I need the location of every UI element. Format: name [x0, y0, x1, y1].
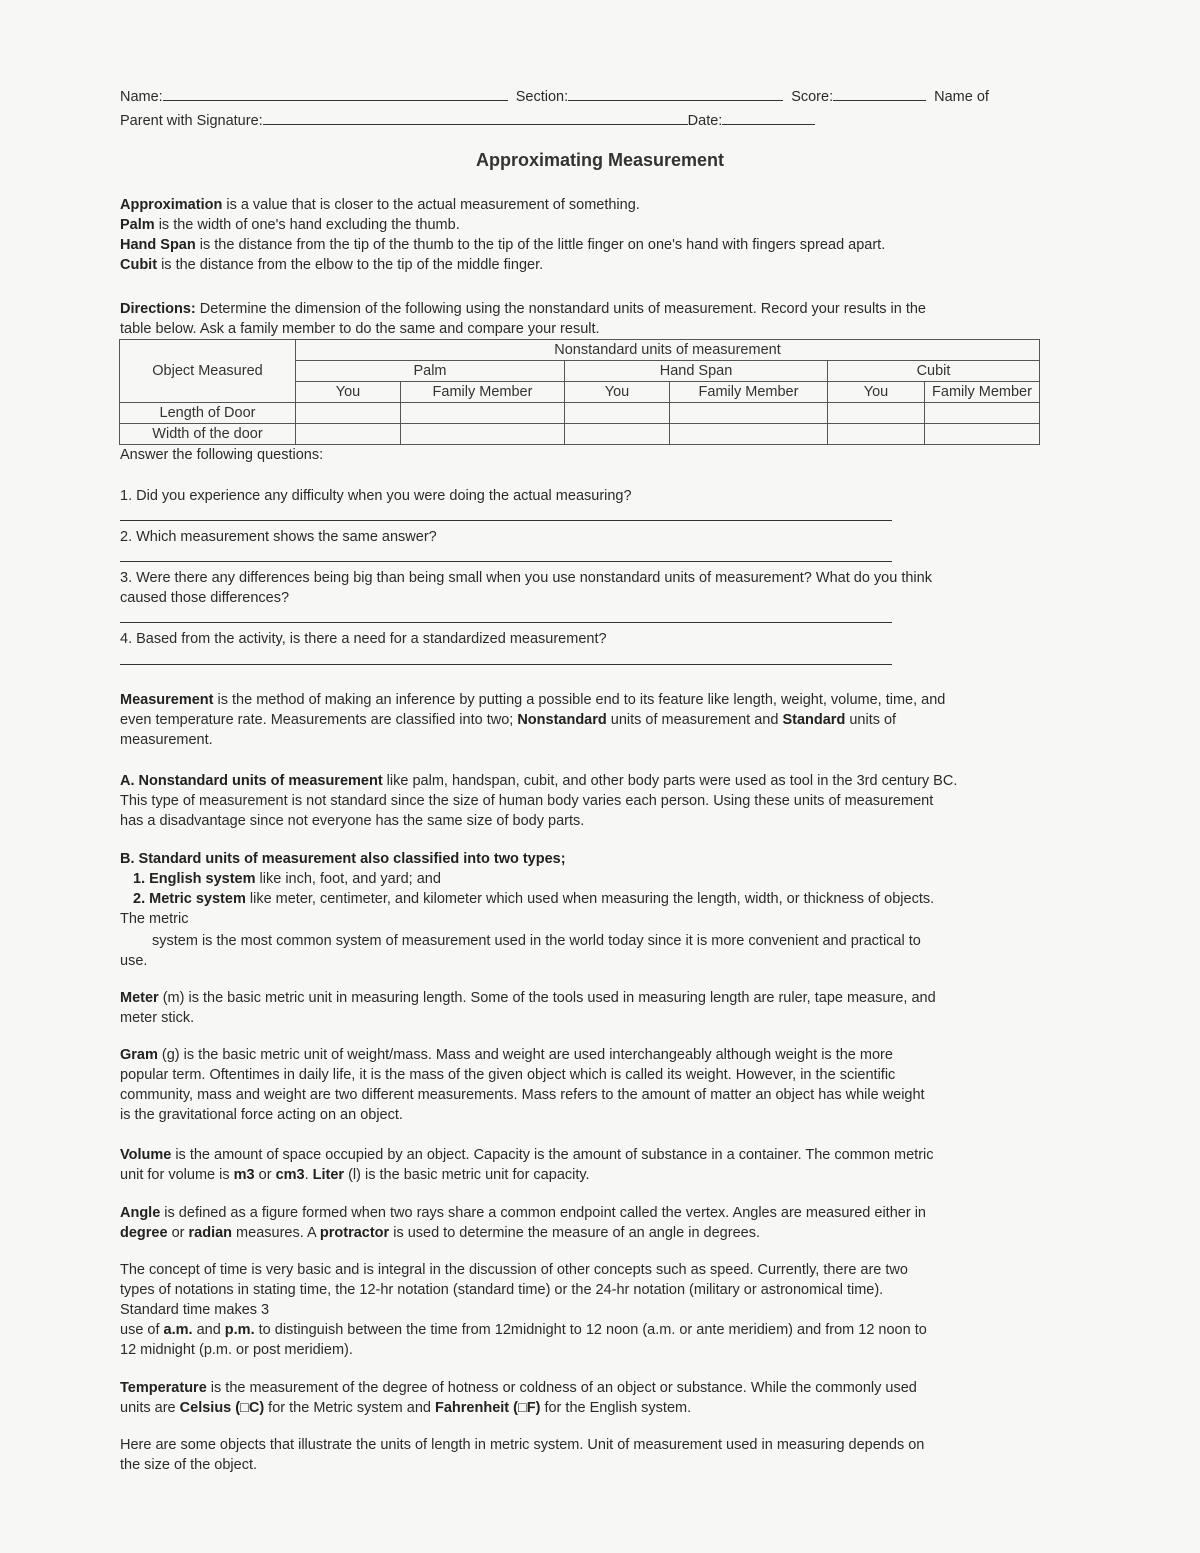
text: is defined as a figure formed when two rays share a common endpoint called the vertex. Angles are measured either in — [160, 1205, 926, 1221]
text: community, mass and weight are two different measurements. Mass refers to the amount of matter an object has while weight — [120, 1087, 925, 1103]
table-cell-input[interactable] — [670, 403, 828, 424]
date-field[interactable] — [722, 110, 815, 125]
definition-text: is the distance from the elbow to the tip of the middle finger. — [157, 257, 544, 273]
definition-cubit — [120, 255, 1060, 275]
row-label: Length of Door — [120, 403, 296, 424]
directions — [120, 299, 1060, 339]
text: 12 midnight (p.m. or post meridiem). — [120, 1342, 353, 1358]
cubit-header: Cubit — [828, 361, 1040, 382]
term: 2. Metric system — [133, 891, 246, 907]
meter-paragraph — [120, 988, 1060, 1028]
table-cell-input[interactable] — [925, 424, 1040, 445]
term: Fahrenheit (□F) — [435, 1400, 541, 1416]
text: to distinguish between the time from 12midnight to 12 noon (a.m. or ante meridiem) and from 12 noon to — [254, 1322, 927, 1338]
text: and — [192, 1322, 225, 1338]
you-header: You — [296, 382, 401, 403]
section-label: Section: — [515, 89, 569, 105]
text: The metric — [120, 911, 189, 927]
text: popular term. Oftentimes in daily life, it is the mass of the given object which is called its weight. However, in the scientific — [120, 1067, 896, 1083]
table-row — [120, 424, 1040, 445]
text: even temperature rate. Measurements are classified into two; — [120, 712, 518, 728]
table-cell-input[interactable] — [296, 403, 401, 424]
text: like meter, centimeter, and kilometer which used when measuring the length, width, or thickness of objects. — [245, 891, 935, 907]
text: or — [254, 1167, 276, 1183]
text: for the Metric system and — [264, 1400, 435, 1416]
palm-header: Palm — [296, 361, 565, 382]
text: system is the most common system of measurement used in the world today since it is more convenient and practical to — [152, 933, 921, 949]
text: (g) is the basic metric unit of weight/mass. Mass and weight are used interchangeably although weight is the more — [157, 1047, 893, 1063]
volume-paragraph — [120, 1145, 1060, 1185]
term: Approximation — [120, 197, 223, 213]
text: (l) is the basic metric unit for capacity. — [344, 1167, 590, 1183]
measurement-paragraph — [120, 690, 1060, 750]
term: Cubit — [120, 257, 158, 273]
answer-line-3[interactable] — [120, 622, 892, 623]
term: Angle — [120, 1205, 161, 1221]
question-1: 1. Did you experience any difficulty when you were doing the actual measuring? — [120, 488, 632, 504]
question-4: 4. Based from the activity, is there a need for a standardized measurement? — [120, 631, 607, 647]
gram-paragraph — [120, 1045, 1060, 1125]
table-cell-input[interactable] — [670, 424, 828, 445]
family-member-header: Family Member — [925, 382, 1040, 403]
term: 1. English system — [133, 871, 256, 887]
term: Meter — [120, 990, 159, 1006]
question-2: 2. Which measurement shows the same answer? — [120, 529, 437, 545]
text: units of measurement and — [606, 712, 783, 728]
text: use. — [120, 953, 148, 969]
section-b — [120, 849, 1060, 971]
text: units are — [120, 1400, 180, 1416]
time-paragraph — [120, 1260, 1060, 1360]
object-measured-header: Object Measured — [120, 340, 296, 403]
text: units of — [845, 712, 897, 728]
term: Liter — [312, 1167, 345, 1183]
text: This type of measurement is not standard since the size of human body varies each person. Using these units of measurement — [120, 793, 934, 809]
term: radian — [188, 1225, 233, 1241]
table-cell-input[interactable] — [925, 403, 1040, 424]
text: (m) is the basic metric unit in measuring length. Some of the tools used in measuring length are ruler, tape measure, and — [158, 990, 936, 1006]
definition-text: is the distance from the tip of the thumb to the tip of the little finger on one's hand with fingers spread apart. — [195, 237, 886, 253]
nonstandard-units-header: Nonstandard units of measurement — [296, 340, 1040, 361]
definition-text: is the width of one's hand excluding the thumb. — [154, 217, 460, 233]
hand-span-header: Hand Span — [565, 361, 828, 382]
temperature-paragraph — [120, 1378, 1060, 1418]
term: a.m. — [163, 1322, 193, 1338]
directions-text: Determine the dimension of the following using the nonstandard units of measurement. Record your results in the — [195, 301, 926, 317]
term: m3 — [233, 1167, 255, 1183]
section-a — [120, 771, 1060, 831]
text: like palm, handspan, cubit, and other body parts were used as tool in the 3rd century BC. — [382, 773, 958, 789]
answer-line-1[interactable] — [120, 520, 892, 521]
term: A. Nonstandard units of measurement — [120, 773, 383, 789]
table-cell-input[interactable] — [565, 424, 670, 445]
text: like inch, foot, and yard; and — [255, 871, 441, 887]
text: Here are some objects that illustrate the units of length in metric system. Unit of measurement used in measuring depends on — [120, 1437, 925, 1453]
definition-palm — [120, 215, 1060, 235]
date-label: Date: — [687, 113, 723, 129]
you-header: You — [565, 382, 670, 403]
definitions — [120, 195, 1060, 275]
you-header: You — [828, 382, 925, 403]
text: unit for volume is — [120, 1167, 234, 1183]
term: degree — [120, 1225, 168, 1241]
definition-text: is a value that is closer to the actual measurement of something. — [222, 197, 640, 213]
closing-paragraph — [120, 1435, 1060, 1475]
header-line-2 — [120, 110, 815, 131]
text: has a disadvantage since not everyone has the same size of body parts. — [120, 813, 585, 829]
term: Volume — [120, 1147, 172, 1163]
term: cm3 — [275, 1167, 305, 1183]
text: types of notations in stating time, the 12-hr notation (standard time) or the 24-hr notation (military or astronomical time). — [120, 1282, 884, 1298]
text: meter stick. — [120, 1010, 195, 1026]
text: The concept of time is very basic and is integral in the discussion of other concepts such as speed. Currently, there are two — [120, 1262, 908, 1278]
name-label: Name: — [120, 89, 163, 105]
family-member-header: Family Member — [670, 382, 828, 403]
table-cell-input[interactable] — [565, 403, 670, 424]
row-label: Width of the door — [120, 424, 296, 445]
question-3-cont: caused those differences? — [120, 590, 290, 606]
term: Gram — [120, 1047, 158, 1063]
text: is used to determine the measure of an angle in degrees. — [389, 1225, 760, 1241]
term: Palm — [120, 217, 155, 233]
text: Standard time makes 3 — [120, 1302, 270, 1318]
term: p.m. — [224, 1322, 255, 1338]
table-cell-input[interactable] — [828, 424, 925, 445]
answer-line-4[interactable] — [120, 664, 892, 665]
term: protractor — [319, 1225, 390, 1241]
text: is the gravitational force acting on an object. — [120, 1107, 403, 1123]
term: Nonstandard — [517, 712, 607, 728]
text: is the method of making an inference by putting a possible end to its feature like length, weight, volume, time, and — [213, 692, 946, 708]
heading: B. Standard units of measurement also classified into two types; — [120, 851, 566, 867]
table-cell-input[interactable] — [828, 403, 925, 424]
text: use of — [120, 1322, 164, 1338]
family-member-header: Family Member — [401, 382, 565, 403]
header-line-1 — [120, 86, 989, 107]
text: for the English system. — [540, 1400, 692, 1416]
table-cell-input[interactable] — [401, 403, 565, 424]
name-field[interactable] — [163, 86, 508, 101]
page-title: Approximating Measurement — [475, 150, 725, 170]
question-3: 3. Were there any differences being big than being small when you use nonstandard units of measurement? What do you think — [120, 570, 932, 586]
directions-text-2: table below. Ask a family member to do the same and compare your result. — [120, 321, 600, 337]
text: is the measurement of the degree of hotness or coldness of an object or substance. While the commonly used — [206, 1380, 917, 1396]
term: Standard — [782, 712, 846, 728]
term: Measurement — [120, 692, 214, 708]
text: the size of the object. — [120, 1457, 258, 1473]
text: measures. A — [232, 1225, 320, 1241]
term: Hand Span — [120, 237, 196, 253]
directions-label: Directions: — [120, 301, 196, 317]
parent-signature-label: Parent with Signature: — [120, 113, 263, 129]
definition-hand-span — [120, 235, 1060, 255]
text: . — [304, 1167, 313, 1183]
text: or — [167, 1225, 189, 1241]
text: is the amount of space occupied by an object. Capacity is the amount of substance in a container. The common metric — [171, 1147, 934, 1163]
section-field[interactable] — [568, 86, 783, 101]
table-row — [120, 403, 1040, 424]
measurement-table — [119, 339, 1040, 445]
answer-prompt: Answer the following questions: — [120, 447, 324, 463]
score-field[interactable] — [833, 86, 926, 101]
text: measurement. — [120, 732, 213, 748]
angle-paragraph — [120, 1203, 1060, 1243]
answer-line-2[interactable] — [120, 561, 892, 562]
table-cell-input[interactable] — [401, 424, 565, 445]
definition-approximation — [120, 195, 1060, 215]
parent-signature-field[interactable] — [263, 110, 688, 125]
term: Temperature — [120, 1380, 207, 1396]
term: Celsius (□C) — [179, 1400, 265, 1416]
table-cell-input[interactable] — [296, 424, 401, 445]
name-of-label: Name of — [934, 89, 989, 105]
score-label: Score: — [791, 89, 834, 105]
